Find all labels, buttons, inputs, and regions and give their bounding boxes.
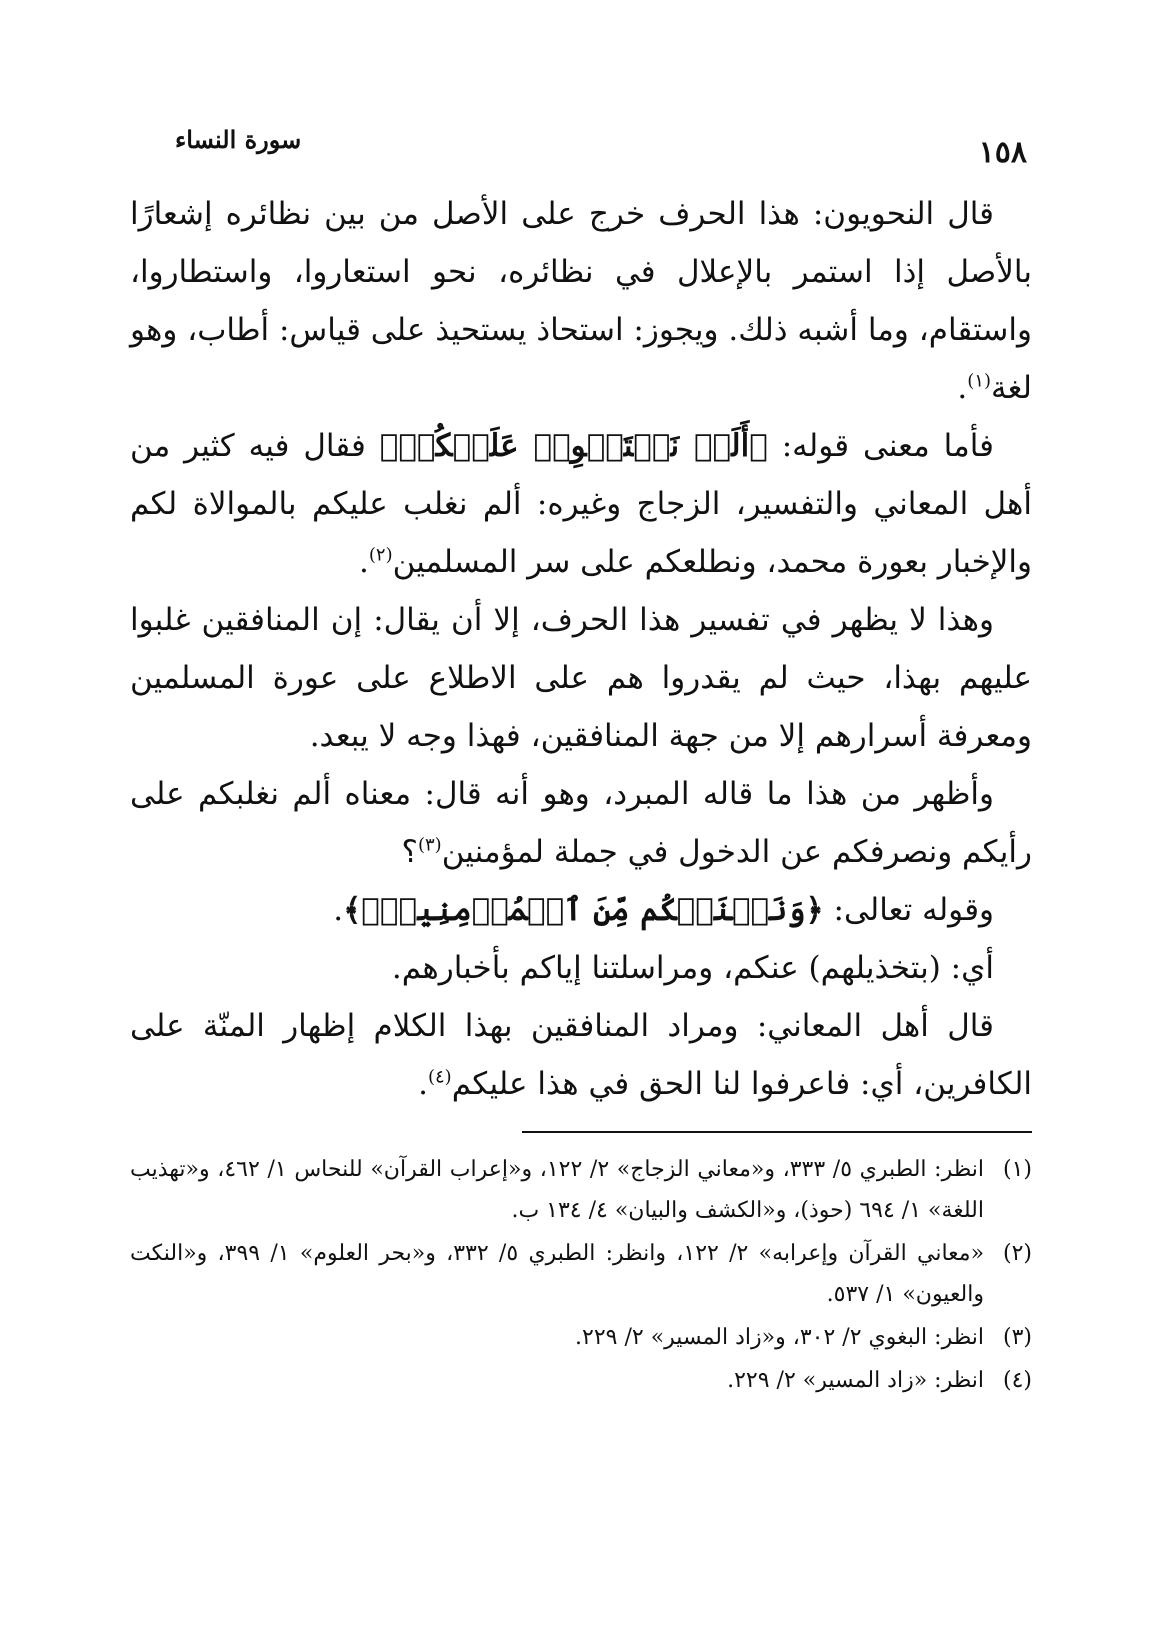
quran-verse: ﴿وَنَمۡنَعۡكُم مِّنَ ٱلۡمُؤۡمِنِينَۚ﴾ <box>343 892 824 928</box>
paragraph: قال النحويون: هذا الحرف خرج على الأصل من بين نظائره إشعارًا بالأصل إذا استمر بالإعلال في نظائره، نحو استعاروا، واستطاروا، واستقام، وما أشبه ذلك. ويجوز: استحاذ يستحيذ على قياس: أطاب، وهو لغة$^{(١)}$. <box>130 196 1032 406</box>
footnote-ref: (٣) <box>417 834 442 856</box>
paragraph: أي: (بتخذيلهم) عنكم، ومراسلتنا إياكم بأخبارهم. <box>391 950 994 986</box>
footnote-text: انظر: «زاد المسير» ٢/ ٢٢٩. <box>727 1368 984 1393</box>
footnote-text: انظر: البغوي ٢/ ٣٠٢، و«زاد المسير» ٢/ ٢٢٩. <box>575 1325 984 1350</box>
paragraph: وقوله تعالى: ﴿وَنَمۡنَعۡكُم مِّنَ ٱلۡمُؤۡمِنِينَۚ﴾. <box>333 892 994 928</box>
footnote <box>130 1360 1032 1401</box>
paragraph: وأظهر من هذا ما قاله المبرد، وهو أنه قال: معناه ألم نغلبكم على رأيكم ونصرفكم عن الدخول في جملة لمؤمنين$^{(٣)}$؟ <box>130 776 1032 870</box>
page-header <box>130 105 1032 185</box>
running-title: سورة النساء <box>175 125 302 154</box>
footnote-divider <box>522 1131 1032 1133</box>
paragraph: وهذا لا يظهر في تفسير هذا الحرف، إلا أن يقال: إن المنافقين غلبوا عليهم بهذا، حيث لم يقدروا هم على الاطلاع على عورة المسلمين ومعرفة أسرارهم إلا من جهة المنافقين، فهذا وجه لا يبعد. <box>130 602 1032 754</box>
footnote-ref: (١) <box>967 370 991 392</box>
footnote-text: انظر: الطبري ٥/ ٣٣٣، و«معاني الزجاج» ٢/ ١٢٢، و«إعراب القرآن» للنحاس ١/ ٤٦٢، و«تهذيب اللغة» ١/ ٦٩٤ (حوذ)، و«الكشف والبيان» ٤/ ١٣٤ ب. <box>130 1157 984 1223</box>
footnote <box>130 1149 1032 1231</box>
paragraph: فأما معنى قوله: ﴿أَلَمۡ نَسۡتَحۡوِذۡ عَلَيۡكُمۡ﴾ فقال فيه كثير من أهل المعاني والتفسير، الزجاج وغيره: ألم نغلب عليكم بالموالاة لكم والإخبار بعورة محمد، ونطلعكم على سر المسلمين$^{(٢)}$. <box>130 428 1032 580</box>
paragraph: قال أهل المعاني: ومراد المنافقين بهذا الكلام إظهار المنّة على الكافرين، أي: فاعرفوا لنا الحق في هذا عليكم$^{(٤)}$. <box>130 1008 1032 1102</box>
footnote <box>130 1317 1032 1358</box>
footnotes <box>130 1149 1032 1401</box>
quran-verse: ﴿أَلَمۡ نَسۡتَحۡوِذۡ عَلَيۡكُمۡ﴾ <box>379 428 768 464</box>
footnote-ref: (٢) <box>368 544 393 566</box>
footnote <box>130 1233 1032 1315</box>
footnote-number: (٤) <box>1002 1368 1032 1393</box>
footnote-number: (١) <box>1002 1157 1032 1182</box>
main-text <box>130 185 1032 1113</box>
footnote-number: (٢) <box>1002 1241 1032 1266</box>
footnote-ref: (٤) <box>427 1066 452 1088</box>
footnote-text: «معاني القرآن وإعرابه» ٢/ ١٢٢، وانظر: الطبري ٥/ ٣٣٢، و«بحر العلوم» ١/ ٣٩٩، و«النكت والعيون» ١/ ٥٣٧. <box>130 1241 985 1307</box>
page <box>130 105 1032 1625</box>
footnote-number: (٣) <box>1002 1325 1032 1350</box>
page-number: ١٥٨ <box>978 135 1027 170</box>
